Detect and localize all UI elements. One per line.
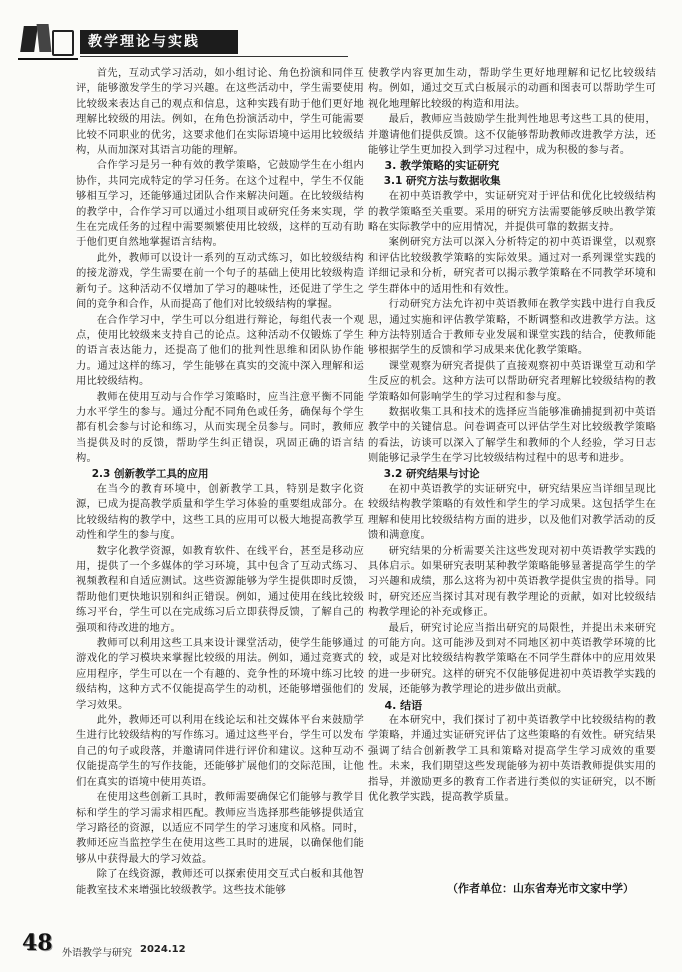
- paragraph: 首先，互动式学习活动，如小组讨论、角色扮演和同伴互评，能够激发学生的学习兴趣。在这些活动中，学生需要使用比较级来表达自己的观点和信息，这种实践有助于他们更好地理解比较级的用法。例如，在角色扮演活动中，学生可能需要比较不同职业的优劣，这要求他们在实际语境中运用比较级结构，从而加深对其语言功能的理解。: [76, 67, 364, 157]
- subsection-heading: 2.3 创新教学工具的应用: [91, 467, 209, 480]
- paragraph: 最后，研究讨论应当指出研究的局限性，并提出未来研究的可能方向。这可能涉及到对不同地区初中英语教学环境的比较，或是对比较级结构教学策略在不同学生群体中的应用效果的进一步研究。这样的研究不仅能够促进初中英语教学实践的发展，还能够为教学理论的进步做出贡献。: [368, 621, 656, 696]
- paragraph: 此外，教师可以设计一系列的互动式练习，如比较级结构的接龙游戏，学生需要在前一个句子的基础上使用比较级构造新句子。这种活动不仅增加了学习的趣味性，还促进了学生之间的竞争和合作，从而提高了他们对比较级结构的掌握。: [76, 251, 364, 311]
- section-header: [18, 20, 348, 58]
- paragraph: 教师在使用互动与合作学习策略时，应当注意平衡不同能力水平学生的参与。通过分配不同角色或任务，确保每个学生都有机会参与讨论和练习，从而实现全员参与。同时，教师应当提供及时的反馈，帮助学生纠正错误，巩固正确的语言结构。: [76, 390, 364, 465]
- paragraph: 行动研究方法允许初中英语教师在教学实践中进行自我反思，通过实施和评估教学策略，不断调整和改进教学方法。这种方法特别适合于教师专业发展和课堂实践的结合，使教师能够根据学生的反馈和学习成果来优化教学策略。: [368, 298, 656, 357]
- journal-issue: 2024.12: [140, 944, 186, 955]
- paragraph: 数字化教学资源，如教育软件、在线平台，甚至是移动应用，提供了一个多媒体的学习环境，其中包含了互动式练习、视频教程和自适应测试。这些资源能够为学生提供即时反馈，帮助他们更快地识别和纠正错误。例如，通过使用在线比较级练习平台，学生可以在完成练习后立即获得反馈，了解自己的强项和待改进的地方。: [76, 544, 364, 634]
- journal-name: 外语教学与研究: [62, 948, 132, 959]
- books-logo-icon: [18, 20, 78, 60]
- paragraph: 在使用这些创新工具时，教师需要确保它们能够与教学目标和学生的学习需求相匹配。教师应当选择那些能够提供适宜学习路径的资源，以适应不同学生的学习速度和风格。同时，教师还应当监控学生在使用这些工具时的进展，以确保他们能够从中获得最大的学习效益。: [76, 791, 364, 865]
- subsection-heading: 3.2 研究结果与讨论: [383, 467, 480, 480]
- paragraph: 合作学习是另一种有效的教学策略，它鼓励学生在小组内协作，共同完成特定的学习任务。在这个过程中，学生不仅能够相互学习，还能够通过团队合作来解决问题。在比较级结构的教学中，合作学习可以通过小组项目或研究任务来实现，学生在完成任务的过程中需要频繁使用比较级，这样的互动有助于他们更自然地掌握语言结构。: [76, 159, 364, 249]
- paragraph: 案例研究方法可以深入分析特定的初中英语课堂，以观察和评估比较级教学策略的实际效果。通过对一系列课堂实践的详细记录和分析，研究者可以揭示教学策略在不同教学环境和学生群体中的适用性和有效性。: [368, 236, 656, 295]
- left-column: [76, 66, 364, 898]
- paragraph: 在合作学习中，学生可以分组进行辩论，每组代表一个观点，使用比较级来支持自己的论点。这种活动不仅锻炼了学生的语言表达能力，还提高了他们的批判性思维和团队协作能力。通过这样的练习，学生能够在真实的交流中深入理解和运用比较级结构。: [76, 313, 364, 388]
- subsection-heading: 3.1 研究方法与数据收集: [383, 174, 501, 187]
- paragraph: 此外，教师还可以利用在线论坛和社交媒体平台来鼓励学生进行比较级结构的写作练习。通过这些平台，学生可以发布自己的句子或段落，并邀请同伴进行评价和建议。这种互动不仅能提高学生的写作技能，还能够扩展他们的交际范围，让他们在真实的语境中使用英语。: [76, 714, 364, 788]
- header-divider: [80, 56, 348, 57]
- paragraph: 在本研究中，我们探讨了初中英语教学中比较级结构的教学策略，并通过实证研究评估了这些策略的有效性。研究结果强调了结合创新教学工具和策略对提高学生学习成效的重要性。未来，我们期望这些发现能够为初中英语教师提供实用的指导，并激励更多的教育工作者进行类似的实证研究，以不断优化教学实践，提高教学质量。: [368, 714, 656, 804]
- paragraph: 数据收集工具和技术的选择应当能够准确捕捉到初中英语教学中的关键信息。问卷调查可以评估学生对比较级教学策略的看法，访谈可以深入了解学生和教师的个人经验，学习日志则能够记录学生在学习比较级结构过程中的思考和进步。: [368, 405, 656, 465]
- paragraph: 在初中英语教学的实证研究中，研究结果应当详细呈现比较级结构教学策略的有效性和学生的学习成果。这包括学生在理解和使用比较级结构方面的进步，以及他们对教学活动的反馈和满意度。: [368, 482, 656, 542]
- paragraph: 研究结果的分析需要关注这些发现对初中英语教学实践的具体启示。如果研究表明某种教学策略能够显著提高学生的学习兴趣和成绩，那么这将为初中英语教学提供宝贵的指导。同时，研究还应当探讨其对现有教学理论的贡献，如对比较级结构教学理论的补充或修正。: [368, 544, 656, 619]
- page-footer: [22, 930, 282, 960]
- page-number: 48: [22, 930, 53, 956]
- paragraph: 最后，教师应当鼓励学生批判性地思考这些工具的使用，并邀请他们提供反馈。这不仅能够帮助教师改进教学方法，还能够让学生更加投入到学习过程中，成为积极的参与者。: [368, 113, 656, 157]
- paragraph: 在当今的教育环境中，创新教学工具，特别是数字化资源，已成为提高教学质量和学生学习体验的重要组成部分。在比较级结构的教学中，这些工具的应用可以极大地提高教学互动性和学生的参与度。: [76, 482, 364, 542]
- paragraph: 在初中英语教学中，实证研究对于评估和优化比较级结构的教学策略至关重要。采用的研究方法需要能够反映出教学策略在实际教学中的应用情况，并提供可靠的数据支持。: [368, 190, 656, 234]
- author-affiliation: （作者单位：山东省寿光市文家中学）: [447, 882, 634, 895]
- paragraph: 使教学内容更加生动，帮助学生更好地理解和记忆比较级结构。例如，通过交互式白板展示的动画和图表可以帮助学生可视化地理解比较级的构造和用法。: [368, 67, 656, 110]
- paragraph: 除了在线资源，教师还可以探索使用交互式白板和其他智能教室技术来增强比较级教学。这些技术能够: [76, 868, 364, 896]
- section-heading: 4. 结语: [384, 698, 423, 712]
- paragraph: 教师可以利用这些工具来设计课堂活动，使学生能够通过游戏化的学习模块来掌握比较级的用法。例如，通过竞赛式的应用程序，学生可以在一个有趣的、竞争性的环境中练习比较级结构，这种方式不仅能提高学生的动机，还能够增强他们的学习效果。: [76, 637, 364, 711]
- right-column: [368, 66, 656, 806]
- section-title: 教学理论与实践: [80, 30, 238, 54]
- paragraph: 课堂观察为研究者提供了直接观察初中英语课堂互动和学生反应的机会。这种方法可以帮助研究者理解比较级结构的教学策略如何影响学生的学习过程和参与度。: [368, 359, 656, 403]
- section-heading: 3. 教学策略的实证研究: [384, 159, 500, 173]
